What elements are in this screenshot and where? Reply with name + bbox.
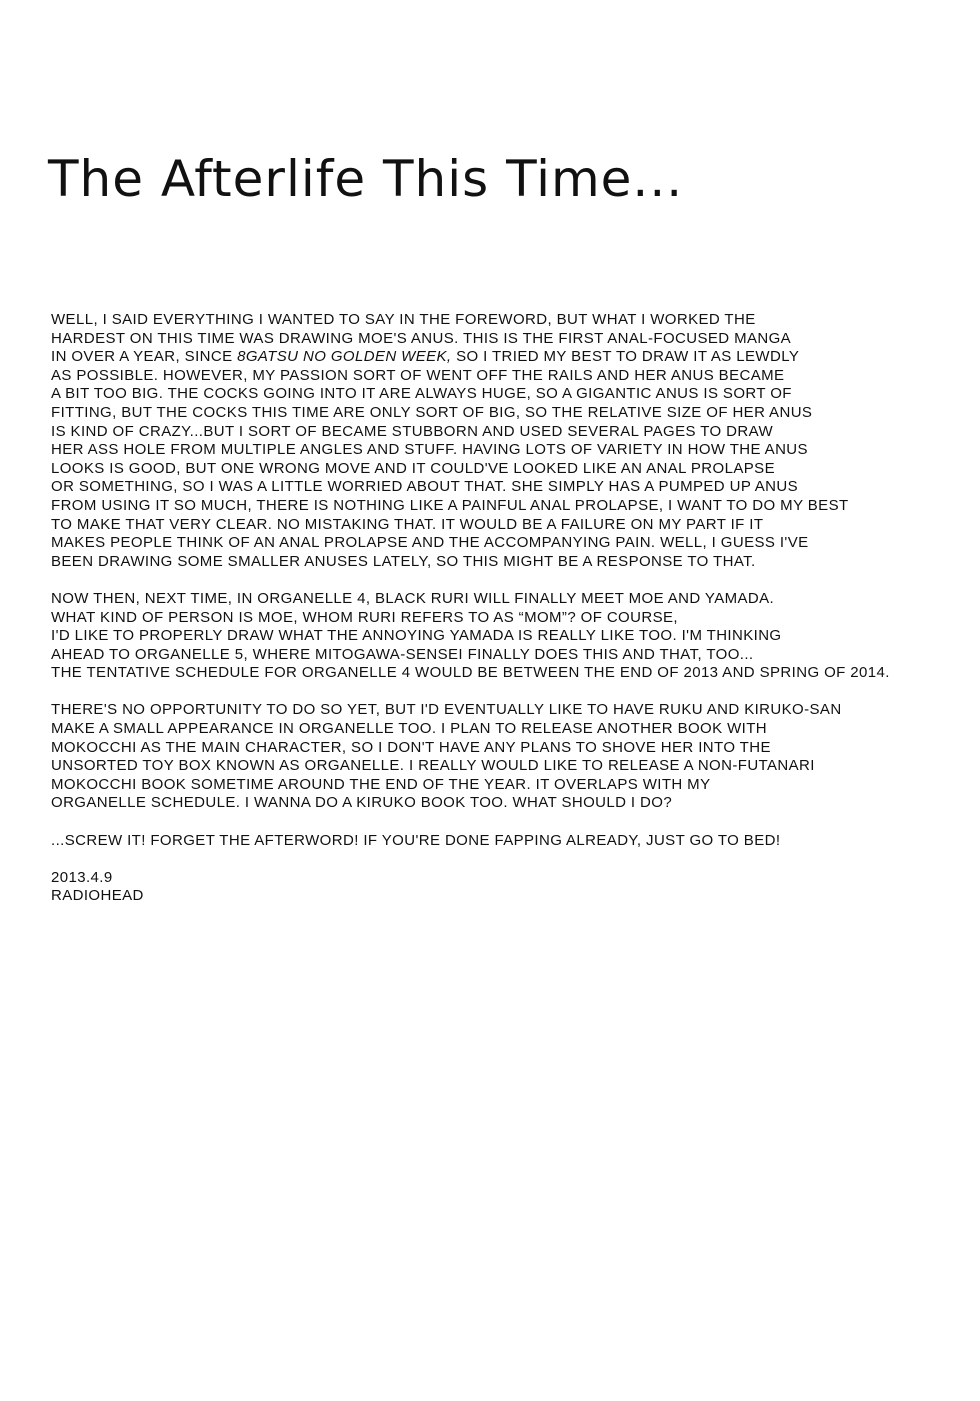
text-segment: 8GATSU NO GOLDEN WEEK, — [237, 348, 452, 366]
text-line — [51, 887, 956, 906]
text-segment: OR SOMETHING, SO I WAS A LITTLE WORRIED ABOUT THAT. SHE SIMPLY HAS A PUMPED UP ANUS — [51, 478, 798, 496]
text-segment: MOKOCCHI AS THE MAIN CHARACTER, SO I DON'T HAVE ANY PLANS TO SHOVE HER INTO THE — [51, 738, 771, 756]
text-segment: IN OVER A YEAR, SINCE — [51, 348, 238, 366]
text-line — [51, 330, 956, 349]
text-segment: FROM USING IT SO MUCH, THERE IS NOTHING LIKE A PAINFUL ANAL PROLAPSE, I WANT TO DO MY BEST — [51, 496, 849, 514]
text-line — [51, 776, 956, 795]
text-line — [51, 627, 956, 646]
text-segment: AS POSSIBLE. HOWEVER, MY PASSION SORT OF WENT OFF THE RAILS AND HER ANUS BECAME — [51, 366, 785, 384]
text-line — [51, 794, 956, 813]
text-line — [51, 534, 956, 553]
text-line — [51, 385, 956, 404]
text-line — [51, 404, 956, 423]
text-line — [51, 516, 956, 535]
text-segment: LOOKS IS GOOD, BUT ONE WRONG MOVE AND IT COULD'VE LOOKED LIKE AN ANAL PROLAPSE — [51, 459, 775, 477]
afterword-body — [51, 311, 956, 925]
text-line — [51, 441, 956, 460]
text-segment: TO MAKE THAT VERY CLEAR. NO MISTAKING THAT. IT WOULD BE A FAILURE ON MY PART IF IT — [51, 515, 764, 533]
text-segment: ORGANELLE SCHEDULE. I WANNA DO A KIRUKO BOOK TOO. WHAT SHOULD I DO? — [51, 794, 673, 812]
text-segment: MAKE A SMALL APPEARANCE IN ORGANELLE TOO. I PLAN TO RELEASE ANOTHER BOOK WITH — [51, 720, 768, 738]
text-line — [51, 832, 956, 851]
text-line — [51, 739, 956, 758]
paragraph — [51, 701, 956, 813]
text-segment: HER ASS HOLE FROM MULTIPLE ANGLES AND STUFF. HAVING LOTS OF VARIETY IN HOW THE ANUS — [51, 441, 808, 459]
text-segment: FITTING, BUT THE COCKS THIS TIME ARE ONLY SORT OF BIG, SO THE RELATIVE SIZE OF HER ANUS — [51, 403, 813, 421]
text-line — [51, 478, 956, 497]
text-line — [51, 869, 956, 888]
text-line — [51, 367, 956, 386]
page-title: The Afterlife This Time... — [48, 150, 684, 208]
text-segment: ...SCREW IT! FORGET THE AFTERWORD! IF YOU'RE DONE FAPPING ALREADY, JUST GO TO BED! — [51, 831, 781, 849]
paragraph — [51, 590, 956, 683]
text-segment: I'D LIKE TO PROPERLY DRAW WHAT THE ANNOYING YAMADA IS REALLY LIKE TOO. I'M THINKING — [51, 627, 782, 645]
text-segment: THE TENTATIVE SCHEDULE FOR ORGANELLE 4 WOULD BE BETWEEN THE END OF 2013 AND SPRING OF 2014. — [51, 664, 890, 682]
text-line — [51, 423, 956, 442]
text-segment: IS KIND OF CRAZY...BUT I SORT OF BECAME STUBBORN AND USED SEVERAL PAGES TO DRAW — [51, 422, 774, 440]
text-segment: THERE'S NO OPPORTUNITY TO DO SO YET, BUT I'D EVENTUALLY LIKE TO HAVE RUKU AND KIRUKO-SAN — [51, 701, 842, 719]
text-segment: HARDEST ON THIS TIME WAS DRAWING MOE'S ANUS. THIS IS THE FIRST ANAL-FOCUSED MANGA — [51, 329, 792, 347]
text-line — [51, 701, 956, 720]
text-segment: RADIOHEAD — [51, 887, 144, 905]
text-line — [51, 311, 956, 330]
text-segment: MAKES PEOPLE THINK OF AN ANAL PROLAPSE AND THE ACCOMPANYING PAIN. WELL, I GUESS I'VE — [51, 534, 809, 552]
text-segment: AHEAD TO ORGANELLE 5, WHERE MITOGAWA-SENSEI FINALLY DOES THIS AND THAT, TOO... — [51, 645, 754, 663]
text-line — [51, 757, 956, 776]
text-segment: UNSORTED TOY BOX KNOWN AS ORGANELLE. I REALLY WOULD LIKE TO RELEASE A NON-FUTANARI — [51, 757, 815, 775]
text-line — [51, 609, 956, 628]
text-segment: SO I TRIED MY BEST TO DRAW IT AS LEWDLY — [451, 348, 800, 366]
text-line — [51, 497, 956, 516]
text-line — [51, 590, 956, 609]
text-segment: A BIT TOO BIG. THE COCKS GOING INTO IT ARE ALWAYS HUGE, SO A GIGANTIC ANUS IS SORT OF — [51, 385, 792, 403]
text-segment: WELL, I SAID EVERYTHING I WANTED TO SAY IN THE FOREWORD, BUT WHAT I WORKED THE — [51, 311, 756, 328]
paragraph — [51, 832, 956, 851]
text-segment: BEEN DRAWING SOME SMALLER ANUSES LATELY, SO THIS MIGHT BE A RESPONSE TO THAT. — [51, 552, 756, 570]
text-segment: 2013.4.9 — [51, 868, 113, 886]
text-segment: MOKOCCHI BOOK SOMETIME AROUND THE END OF THE YEAR. IT OVERLAPS WITH MY — [51, 775, 711, 793]
text-segment: WHAT KIND OF PERSON IS MOE, WHOM RURI REFERS TO AS “MOM”? OF COURSE, — [51, 608, 678, 626]
text-line — [51, 460, 956, 479]
paragraph — [51, 311, 956, 571]
text-segment: NOW THEN, NEXT TIME, IN ORGANELLE 4, BLACK RURI WILL FINALLY MEET MOE AND YAMADA. — [51, 589, 775, 607]
text-line — [51, 664, 956, 683]
text-line — [51, 348, 956, 367]
text-line — [51, 646, 956, 665]
paragraph — [51, 869, 956, 906]
text-line — [51, 720, 956, 739]
text-line — [51, 553, 956, 572]
